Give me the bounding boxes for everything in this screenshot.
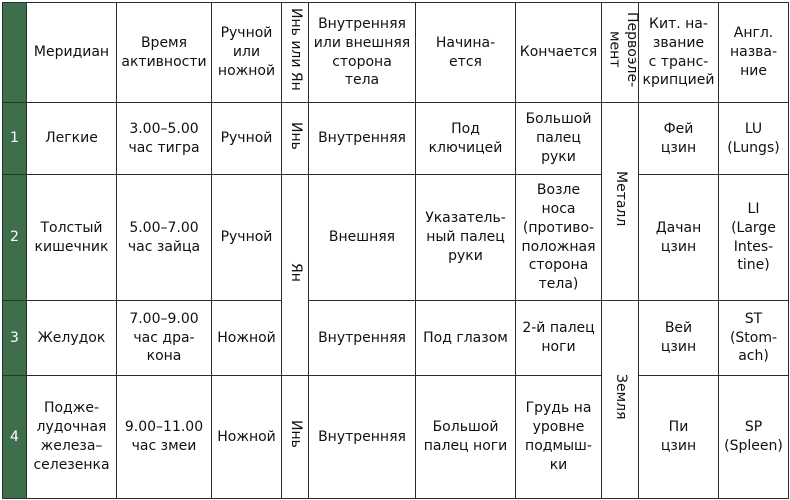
header-element-cell <box>602 3 639 103</box>
english-name: SP (Spleen) <box>719 376 789 499</box>
element-value: Металл <box>612 170 629 227</box>
row-number: 3 <box>3 301 27 376</box>
limb-type: Ножной <box>212 301 282 376</box>
table-row <box>3 175 789 301</box>
yin-yang-cell <box>282 103 309 175</box>
body-side: Внутренняя <box>309 301 416 376</box>
english-name: ST (Stom- ach) <box>719 301 789 376</box>
limb-type: Ручной <box>212 103 282 175</box>
header-chinese: Кит. на- звание с транс- крипцией <box>639 3 719 103</box>
start-point: Под ключицей <box>416 103 516 175</box>
number-column-header <box>3 3 27 103</box>
header-limb: Ручной или ножной <box>212 3 282 103</box>
chinese-name: Фей цзин <box>639 103 719 175</box>
row-number: 1 <box>3 103 27 175</box>
header-yin-yang-cell <box>282 3 309 103</box>
end-point: Грудь на уровне подмыш- ки <box>516 376 602 499</box>
yin-yang-value: Инь <box>287 420 304 448</box>
yin-yang-value: Инь <box>287 121 304 150</box>
start-point: Указатель- ный палец руки <box>416 175 516 301</box>
body-side: Внутренняя <box>309 103 416 175</box>
header-english: Англ. назва- ние <box>719 3 789 103</box>
yin-yang-cell <box>282 376 309 499</box>
header-time: Время активности <box>117 3 212 103</box>
table-row <box>3 301 789 376</box>
body-side: Внешняя <box>309 175 416 301</box>
yin-yang-value: Ян <box>287 262 304 282</box>
limb-type: Ножной <box>212 376 282 499</box>
end-point: 2-й палец ноги <box>516 301 602 376</box>
header-yin-yang: Инь или Ян <box>287 8 304 91</box>
english-name: LU (Lungs) <box>719 103 789 175</box>
end-point: Возле носа (противо- положная сторона тела) <box>516 175 602 301</box>
limb-type: Ручной <box>212 175 282 301</box>
meridian-name: Поджe- лудочная железа– селезенка <box>27 376 117 499</box>
chinese-name: Пи цзин <box>639 376 719 499</box>
header-row <box>3 3 789 103</box>
yin-yang-cell <box>282 175 309 376</box>
start-point: Под глазом <box>416 301 516 376</box>
meridian-name: Толстый кишечник <box>27 175 117 301</box>
table-row <box>3 103 789 175</box>
meridian-name: Желудок <box>27 301 117 376</box>
activity-time: 3.00–5.00 час тигра <box>117 103 212 175</box>
english-name: LI (Large Intes- tine) <box>719 175 789 301</box>
body-side: Внутренняя <box>309 376 416 499</box>
chinese-name: Дачан цзин <box>639 175 719 301</box>
end-point: Большой палец руки <box>516 103 602 175</box>
start-point: Большой палец ноги <box>416 376 516 499</box>
element-cell <box>602 103 639 301</box>
element-cell <box>602 301 639 499</box>
element-value: Земля <box>612 373 629 420</box>
meridian-name: Легкие <box>27 103 117 175</box>
chinese-name: Вей цзин <box>639 301 719 376</box>
activity-time: 7.00–9.00 час дра- кона <box>117 301 212 376</box>
row-number: 2 <box>3 175 27 301</box>
activity-time: 9.00–11.00 час змеи <box>117 376 212 499</box>
header-side: Внутренняя или внешняя сторона тела <box>309 3 416 103</box>
header-element: Первоэле- мент <box>606 11 640 88</box>
header-start: Начина- ется <box>416 3 516 103</box>
meridian-table <box>2 2 789 499</box>
row-number: 4 <box>3 376 27 499</box>
header-end: Кончается <box>516 3 602 103</box>
header-meridian: Меридиан <box>27 3 117 103</box>
activity-time: 5.00–7.00 час зайца <box>117 175 212 301</box>
table-row <box>3 376 789 499</box>
